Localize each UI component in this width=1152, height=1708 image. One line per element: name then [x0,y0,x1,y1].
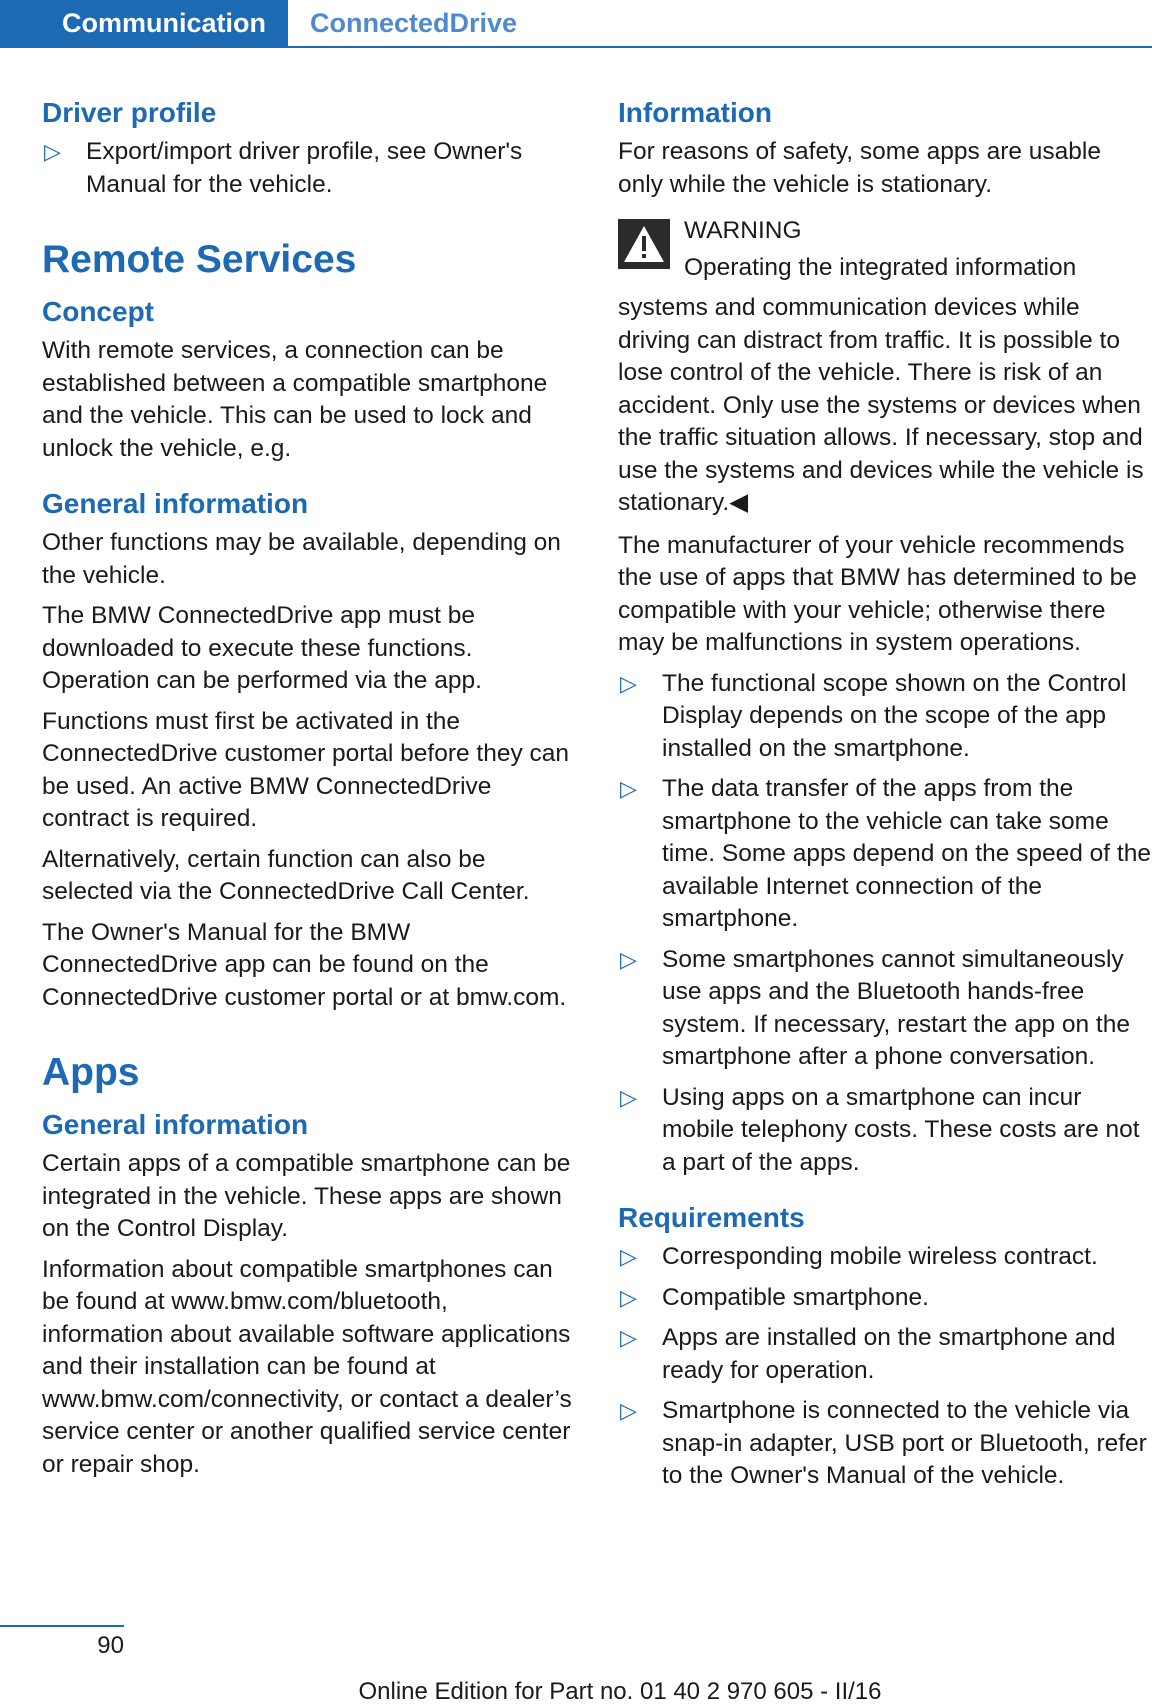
left-column [42,96,574,1489]
edition-note: Online Edition for Part no. 01 40 2 970 605 - II/16 [358,1678,882,1705]
warning-text: systems and communication devices while driving can distract from traffic. It is possible to lose control of the vehicle. There is risk of an accident. Only use the systems or devices when the traffic situation allows. If necessary, stop and use the systems and devices while the vehicle is stationary.◀ [618,294,1144,516]
paragraph: Information about compatible smartphones can be found at www.bmw.com/bluetooth, information about available software applications and their installation can be found at www.bmw.com/connectivity, or contact a dealer’s service center or another qualified service center or repair shop. [42,1255,572,1478]
triangle-right-icon: ▷ [620,1084,637,1110]
triangle-right-icon: ▷ [44,139,61,164]
driver-profile-heading: Driver profile [42,97,217,128]
concept-text: With remote services, a connection can be established between a compatible smartphone and the vehicle. This can be used to lock and unlock the vehicle, e.g. [42,337,548,462]
list-item: ▷ Smartphone is connected to the vehicle via snap-in adapter, USB port or Bluetooth, refer to the Owner's Manual of the vehicle. [620,1397,1147,1489]
warning-triangle-icon [618,219,670,271]
triangle-right-icon: ▷ [620,776,637,801]
list-item: ▷ Corresponding mobile wireless contract. [618,1241,1152,1274]
list-item: ▷ The functional scope shown on the Control Display depends on the scope of the app installed on the smartphone. [620,669,1127,762]
apps-general-heading: General information [42,1109,309,1140]
triangle-right-icon: ▷ [620,1325,637,1350]
tab-connecteddrive[interactable]: ConnectedDrive [310,8,518,38]
warning-text-first-line: Operating the integrated information [684,253,1077,281]
paragraph: The BMW ConnectedDrive app must be downloaded to execute these functions. Operation can be performed via the app. [42,602,482,694]
footer-divider [0,1625,124,1627]
list-item: ▷ The data transfer of the apps from the smartphone to the vehicle can take some time. Some apps depend on the speed of the available Internet connection of the smartphone. [620,775,1151,932]
paragraph: Functions must first be activated in the ConnectedDrive customer portal before they can be used. An active BMW ConnectedDrive contract is required. [42,707,570,832]
warning-box [618,215,1152,284]
warning-title: WARNING [684,217,802,244]
paragraph: Certain apps of a compatible smartphone can be integrated in the vehicle. These apps are shown on the Control Display. [42,1150,571,1242]
concept-heading: Concept [42,296,154,327]
right-column [618,96,1152,1501]
information-text: For reasons of safety, some apps are usable only while the vehicle is stationary. [618,138,1101,198]
paragraph: The Owner's Manual for the BMW ConnectedDrive app can be found on the ConnectedDrive customer portal or at bmw.com. [42,918,567,1011]
list-item: ▷ Apps are installed on the smartphone and ready for operation. [620,1324,1116,1384]
information-heading: Information [618,97,772,128]
apps-title: Apps [42,1051,140,1094]
list-item: ▷ Compatible smartphone. [618,1282,1152,1315]
remote-services-title: Remote Services [42,238,357,281]
remote-general-heading: General information [42,488,309,519]
list-item: ▷ Some smartphones cannot simultaneously use apps and the Bluetooth hands-free system. If necessary, restart the app on the smartphone after a phone conversation. [620,945,1130,1070]
header-bar [0,0,1152,48]
triangle-right-icon: ▷ [620,1398,637,1423]
information-list [618,668,1152,1180]
list-item: ▷ Using apps on a smartphone can incur mobile telephony costs. These costs are not a part of the apps. [620,1083,1140,1176]
paragraph: Other functions may be available, depending on the vehicle. [42,529,561,589]
requirements-heading: Requirements [618,1202,805,1233]
page-number: 90 [97,1632,124,1659]
triangle-right-icon: ▷ [620,670,637,696]
triangle-right-icon: ▷ [620,1244,637,1269]
driver-profile-list [42,136,574,201]
triangle-right-icon: ▷ [620,1284,637,1310]
paragraph: Alternatively, certain function can also be selected via the ConnectedDrive Call Center. [42,845,530,905]
requirements-list [618,1241,1152,1493]
tab-communication[interactable]: Communication [0,0,288,46]
list-item: ▷ Export/import driver profile, see Owner's Manual for the vehicle. [44,138,523,198]
triangle-right-icon: ▷ [620,946,637,972]
recommend-text: The manufacturer of your vehicle recommends the use of apps that BMW has determined to be compatible with your vehicle; otherwise there may be malfunctions in system operations. [618,531,1137,656]
